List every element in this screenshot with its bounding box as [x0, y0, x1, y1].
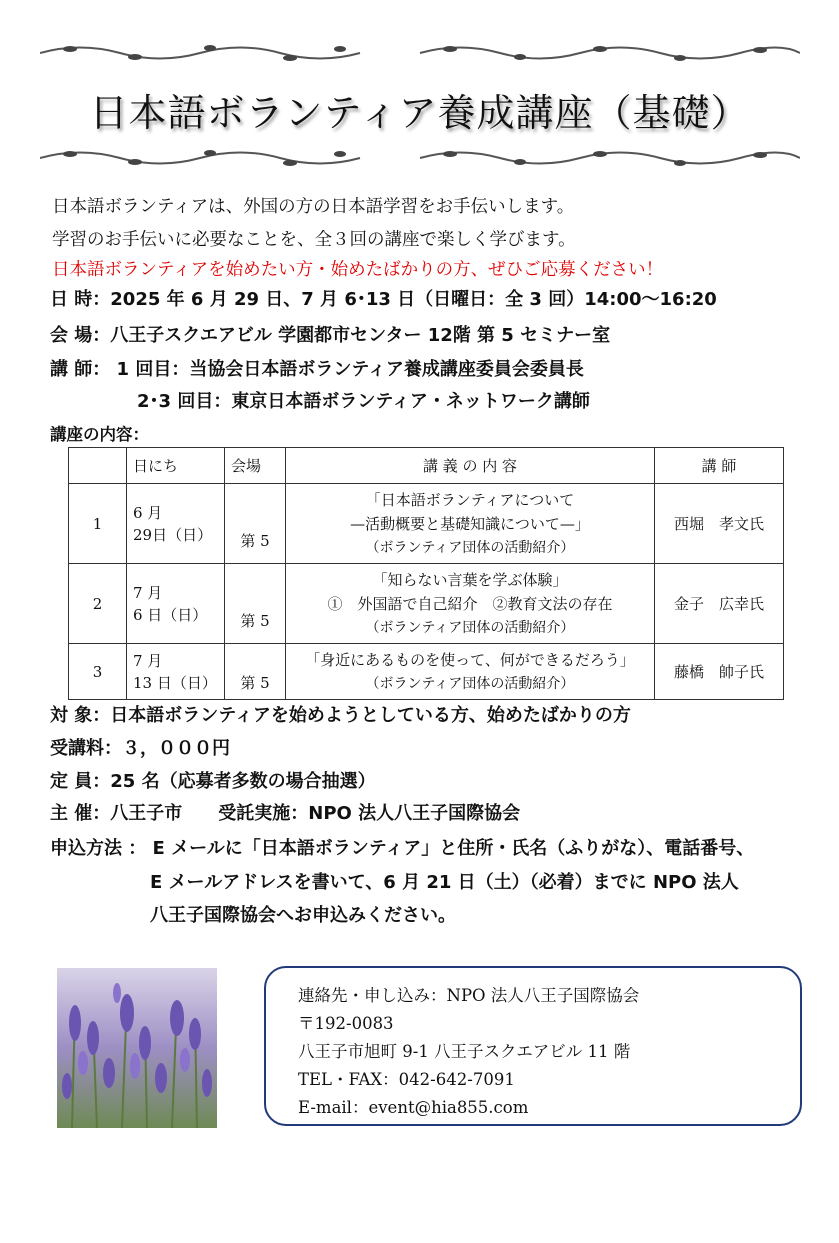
- contact-box: [264, 966, 802, 1126]
- row-content-note: （ボランティア団体の活動紹介）: [365, 619, 575, 636]
- header-content: 講 義 の 内 容: [286, 448, 655, 484]
- row-date-month: 6 月: [133, 503, 163, 522]
- row-teacher: 金子 広幸氏: [655, 564, 784, 644]
- row-date-day: 13 日（日）: [133, 673, 217, 692]
- detail-apply-line-3: 八王子国際協会へお申込みください。: [150, 905, 456, 926]
- row-teacher: 西堀 孝文氏: [655, 484, 784, 564]
- table-header-row: [69, 448, 784, 484]
- detail-organizer: 主 催：八王子市 受託実施：NPO 法人八王子国際協会: [50, 803, 521, 824]
- row-content-note: （ボランティア団体の活動紹介）: [365, 539, 575, 556]
- row-content: [286, 484, 655, 564]
- info-lecturer-1: 講 師： 1 回目：当協会日本語ボランティア養成講座委員会委員長: [50, 359, 584, 380]
- row-content: [286, 644, 655, 700]
- row-date: [127, 564, 225, 644]
- detail-apply-line-1: 申込方法 ： E メールに「日本語ボランティア」と住所・氏名（ふりがな）、電話番号、: [50, 838, 755, 859]
- info-datetime: 日 時：2025 年 6 月 29 日、7 月 6･13 日（日曜日：全 3 回）14:00～16:20: [50, 289, 717, 310]
- row-no: 1: [69, 484, 127, 564]
- lavender-photo: [57, 968, 217, 1128]
- row-date-day: 6 日（日）: [133, 605, 208, 624]
- table-row: [69, 564, 784, 644]
- row-teacher: 藤橋 帥子氏: [655, 644, 784, 700]
- table-row: [69, 484, 784, 564]
- intro-line-1: 日本語ボランティアは、外国の方の日本語学習をお手伝いします。: [52, 197, 575, 217]
- header-teacher: 講 師: [655, 448, 784, 484]
- content-heading: 講座の内容：: [50, 425, 149, 444]
- row-no: 2: [69, 564, 127, 644]
- contact-tel-fax: TEL・FAX：042-642-7091: [298, 1070, 515, 1089]
- contact-email: E-mail：event@hia855.com: [298, 1098, 529, 1117]
- course-table: [68, 447, 784, 700]
- detail-fee: 受講料：３，０００円: [50, 738, 230, 759]
- decorative-vine-top: [40, 40, 800, 66]
- row-content-subtitle: ① 外国語で自己紹介 ②教育文法の存在: [327, 594, 613, 613]
- header-venue: 会場: [225, 448, 286, 484]
- row-content-title: 「日本語ボランティアについて: [365, 490, 575, 509]
- row-content: [286, 564, 655, 644]
- info-lecturer-2: 2･3 回目：東京日本語ボランティア・ネットワーク講師: [137, 391, 590, 412]
- info-venue: 会 場：八王子スクエアビル 学園都市センター 12階 第 5 セミナー室: [50, 325, 611, 346]
- detail-apply-line-2: E メールアドレスを書いて、6 月 21 日（土）（必着）までに NPO 法人: [150, 872, 739, 893]
- intro-line-2: 学習のお手伝いに必要なことを、全３回の講座で楽しく学びます。: [52, 230, 576, 250]
- row-date: [127, 644, 225, 700]
- row-content-title: 「知らない言葉を学ぶ体験」: [372, 570, 568, 589]
- detail-target: 対 象：日本語ボランティアを始めようとしている方、始めたばかりの方: [50, 705, 631, 726]
- detail-capacity: 定 員：25 名（応募者多数の場合抽選）: [50, 771, 376, 792]
- row-date-day: 29日（日）: [133, 525, 213, 544]
- contact-postal-code: 〒192-0083: [298, 1014, 394, 1033]
- header-no: [69, 448, 127, 484]
- table-row: [69, 644, 784, 700]
- row-venue: 第 5: [225, 644, 286, 700]
- row-no: 3: [69, 644, 127, 700]
- page-title: 日本語ボランティア養成講座（基礎）: [89, 91, 750, 135]
- row-date-month: 7 月: [133, 583, 163, 602]
- contact-address: 八王子市旭町 9-1 八王子スクエアビル 11 階: [298, 1042, 631, 1061]
- intro-call-to-action: 日本語ボランティアを始めたい方・始めたばかりの方、ぜひご応募ください！: [52, 260, 664, 280]
- row-date: [127, 484, 225, 564]
- row-content-subtitle: —活動概要と基礎知識について—」: [350, 514, 590, 533]
- row-content-title: 「身近にあるものを使って、何ができるだろう」: [305, 650, 635, 669]
- row-date-month: 7 月: [133, 651, 163, 670]
- decorative-vine-bottom: [40, 145, 800, 171]
- row-venue: 第 5: [225, 564, 286, 644]
- header-date: 日にち: [127, 448, 225, 484]
- row-venue: 第 5: [225, 484, 286, 564]
- row-content-note: （ボランティア団体の活動紹介）: [365, 675, 575, 692]
- contact-heading: 連絡先・申し込み：NPO 法人八王子国際協会: [298, 986, 640, 1005]
